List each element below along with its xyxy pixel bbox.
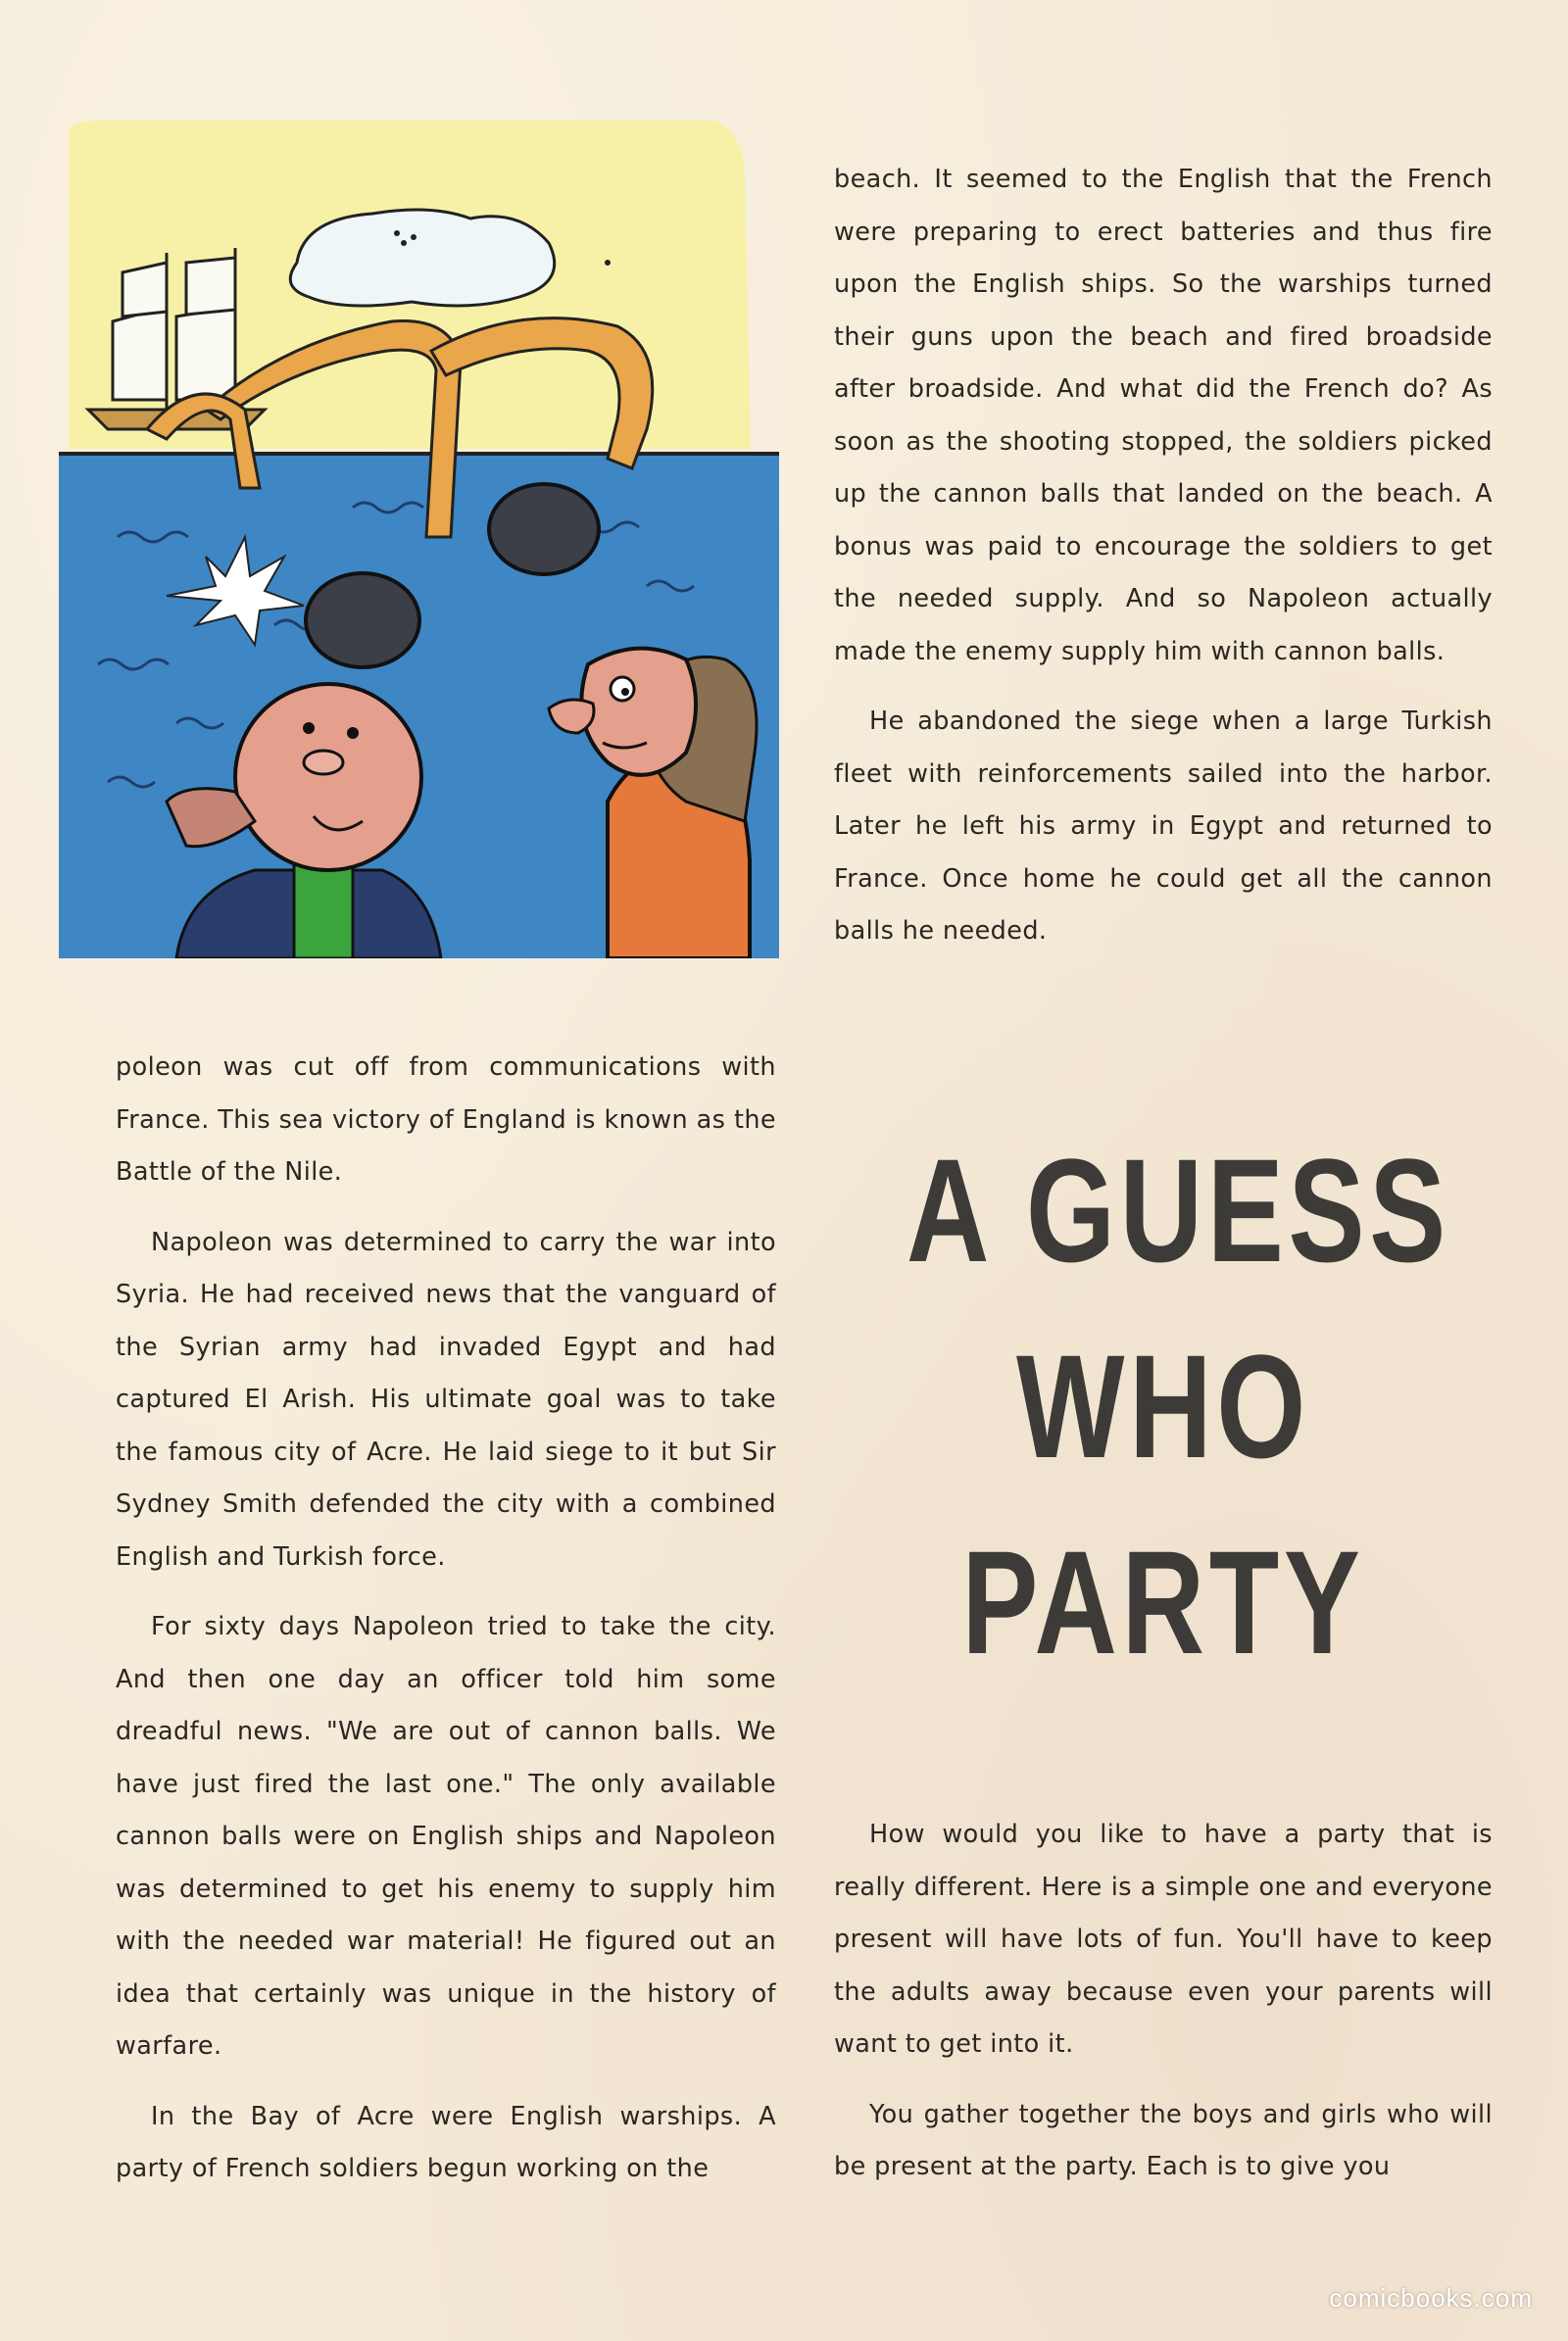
article-paragraph: beach. It seemed to the English that the French were preparing to erect batteries and thus fire upon the English ships. So the warships turned their guns upon the beach and fired broadside after broadside. And what did the French do? As soon as the shooting stopped, the soldiers picked up the cannon balls that landed on the beach. A bonus was paid to encourage the soldiers to get the needed supply. And so Napoleon actually made the enemy supply him with cannon balls.: [834, 165, 1493, 666]
heading-line: PARTY: [961, 1520, 1365, 1684]
watermark: comicbooks.com: [1329, 2283, 1533, 2313]
article-paragraph: In the Bay of Acre were English warships. A party of French soldiers begun working on the: [116, 2101, 776, 2183]
article-paragraph: He abandoned the siege when a large Turkish fleet with reinforcements sailed into the harbor. Later he left his army in Egypt and returned to France. Once home he could get all the cannon balls he needed.: [834, 707, 1493, 946]
party-heading: [906, 1112, 1450, 1700]
article-paragraph: Napoleon was determined to carry the war into Syria. He had received news that the vanguard of the Syrian army had invaded Egypt and had captured El Arish. His ultimate goal was to take the famous city of Acre. He laid siege to it but Sir Sydney Smith defended the city with a combined English and Turkish force.: [116, 1227, 776, 1572]
battle-cartoon-image: [59, 116, 784, 958]
article-paragraph: poleon was cut off from communications with France. This sea victory of England is known as the Battle of the Nile.: [116, 1052, 776, 1187]
heading-line: A GUESS: [906, 1128, 1450, 1292]
article-left-column: [116, 1042, 776, 2196]
comic-illustration: [59, 116, 784, 958]
article-right-column: [834, 154, 1493, 958]
article-paragraph: For sixty days Napoleon tried to take the city. And then one day an officer told him some dreadful news. "We are out of cannon balls. We have just fired the last one." The only available cannon balls were on English ships and Napoleon was determined to get his enemy to supply him with the needed war material! He figured out an idea that certainly was unique in the history of warfare.: [116, 1612, 776, 2061]
party-article-column: [834, 1809, 1493, 2194]
heading-line: WHO: [1016, 1324, 1310, 1488]
party-paragraph: You gather together the boys and girls who will be present at the party. Each is to give you: [834, 2099, 1493, 2181]
party-paragraph: How would you like to have a party that is really different. Here is a simple one and everyone present will have lots of fun. You'll have to keep the adults away because even your parents will want to get into it.: [834, 1820, 1493, 2059]
